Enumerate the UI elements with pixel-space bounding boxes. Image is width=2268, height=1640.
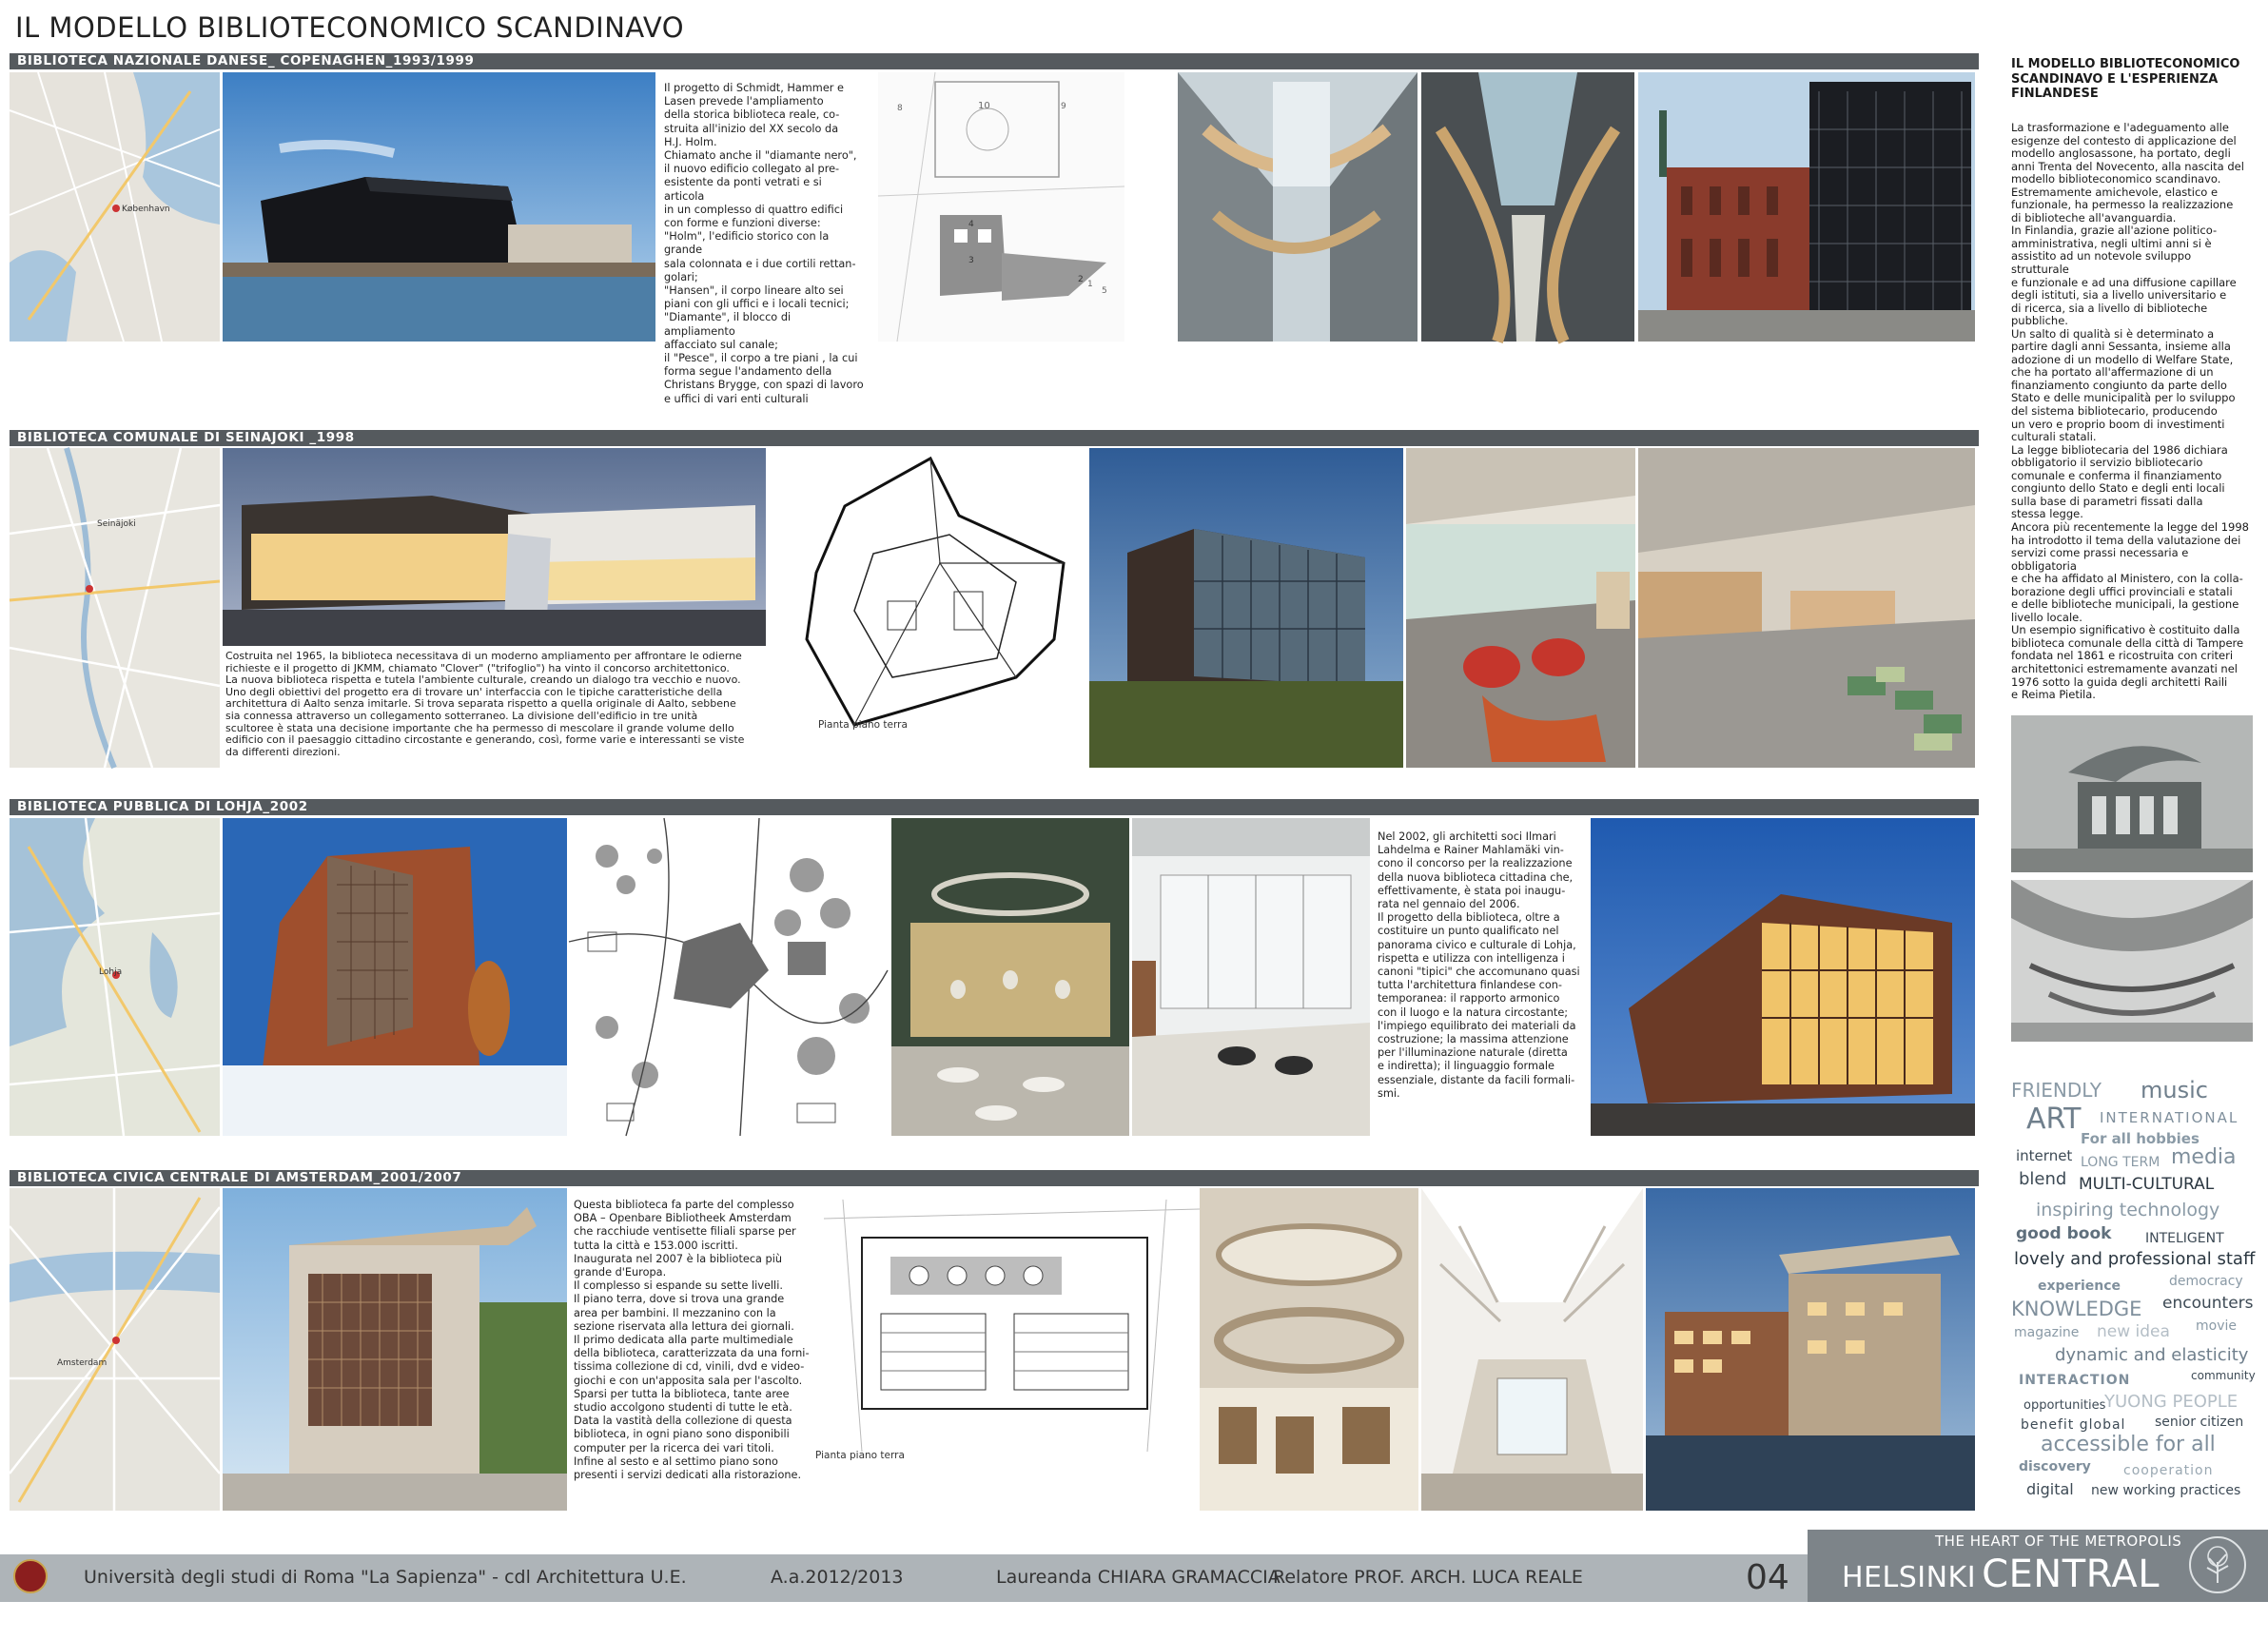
word-cloud-item: INTERACTION xyxy=(2019,1373,2131,1388)
photo-tampere-exterior xyxy=(2011,715,2253,872)
floor-plan-amsterdam xyxy=(824,1200,1200,1452)
site-plan-lohja xyxy=(569,818,888,1136)
word-cloud-item: discovery xyxy=(2019,1459,2091,1474)
word-cloud-item: community xyxy=(2191,1369,2256,1382)
university-seal-icon xyxy=(13,1559,48,1593)
word-cloud-item: experience xyxy=(2038,1279,2121,1294)
section-heading-copenhagen: BIBLIOTECA NAZIONALE DANESE_ COPENAGHEN_1993/1999 xyxy=(10,53,1979,69)
word-cloud-item: YUONG PEOPLE xyxy=(2104,1392,2239,1412)
word-cloud-item: dynamic and elasticity xyxy=(2055,1345,2249,1365)
word-cloud-item: encounters xyxy=(2162,1294,2254,1313)
svg-text:2: 2 xyxy=(1078,275,1084,284)
page-title: IL MODELLO BIBLIOTECONOMICO SCANDINAVO xyxy=(15,11,685,44)
word-cloud-item: cooperation xyxy=(2123,1463,2214,1478)
map-lohja xyxy=(10,818,220,1136)
tree-logo-icon xyxy=(2188,1535,2247,1594)
footer-university: Università degli studi di Roma "La Sapienza" - cdl Architettura U.E. xyxy=(84,1567,687,1588)
word-cloud-item: benefit global xyxy=(2021,1417,2126,1433)
brand-name-small: HELSINKI xyxy=(1842,1561,1977,1594)
caption-amsterdam-plan: Pianta piano terra xyxy=(815,1450,905,1461)
brand-tagline: THE HEART OF THE METROPOLIS xyxy=(1935,1533,2182,1550)
photo-lohja-dusk xyxy=(1591,818,1975,1136)
page-number: 04 xyxy=(1746,1558,1789,1597)
svg-text:Seinäjoki: Seinäjoki xyxy=(97,519,136,529)
word-cloud-item: movie xyxy=(2196,1318,2237,1334)
photo-amsterdam-interior-2 xyxy=(1421,1188,1643,1511)
word-cloud-item: democracy xyxy=(2169,1274,2243,1289)
brand-name-large: CENTRAL LIBRARY xyxy=(1842,1552,2160,1640)
word-cloud-item: MULTI-CULTURAL xyxy=(2079,1175,2215,1194)
photo-black-diamond xyxy=(223,72,655,342)
photo-exterior-old-new xyxy=(1638,72,1975,342)
map-copenhagen xyxy=(10,72,220,342)
svg-text:3: 3 xyxy=(968,256,974,265)
word-cloud-item: good book xyxy=(2016,1224,2112,1243)
footer-student: Laureanda CHIARA GRAMACCIA xyxy=(996,1567,1281,1588)
word-cloud-item: blend xyxy=(2019,1169,2067,1189)
word-cloud-item: new idea xyxy=(2097,1322,2170,1341)
section-text-amsterdam: Questa biblioteca fa parte del complesso OBA – Openbare Bibliotheek Amsterdam che racchiude ventisette filiali sparse per tutta la città e 153.000 iscritti. Inaugurata nel 2007 è la biblioteca più grande d'Europa. Il complesso si espande su sette livelli. Il piano terra, dove si trova una grande area per bambini. Il mezzanino con la sezione riservata alla lettura dei giornali. Il primo dedicata alla parte multimediale della biblioteca, caratterizzata da una forni- tissima collezione di cd, vinili, dvd e video- giochi e con un'apposita sala per l'ascolto. Sparsi per tutta la biblioteca, tante aree studio accolgono studenti di tutte le età. Data la vastità della collezione di questa biblioteca, in ogni piano sono disponibili computer per la ricerca dei vari titoli. Infine al sesto e al settimo piano sono presenti i servizi dedicati alla ristorazione. xyxy=(574,1199,810,1482)
caption-seinajoki-plan: Pianta piano terra xyxy=(818,719,908,731)
map-seinajoki xyxy=(10,448,220,768)
photo-atrium-2 xyxy=(1421,72,1634,342)
photo-lohja-interior-1 xyxy=(891,818,1129,1136)
footer-advisor: Relatore PROF. ARCH. LUCA REALE xyxy=(1273,1567,1583,1588)
word-cloud-item: music xyxy=(2141,1077,2208,1103)
word-cloud-item: opportunities xyxy=(2024,1398,2106,1413)
word-cloud-item: ART xyxy=(2026,1103,2082,1136)
svg-text:Lohja: Lohja xyxy=(99,967,123,977)
word-cloud-item: lovely and professional staff xyxy=(2014,1249,2256,1269)
photo-clover-night xyxy=(223,448,766,646)
photo-lohja-interior-2 xyxy=(1132,818,1370,1136)
photo-atrium-1 xyxy=(1178,72,1418,342)
section-text-copenhagen: Il progetto di Schmidt, Hammer e Lasen prevede l'ampliamento della storica biblioteca reale, co- struita all'inizio del XX secolo da H.J. Holm. Chiamato anche il "diamante nero", il nuovo edificio collegato al pre- esistente da ponti vetrati e si articola in un complesso di quattro edifici con forme e funzioni diverse: "Holm", l'edificio storico con la grande sala colonnata e i due cortili rettan- golari; "Hansen", il corpo lineare alto sei piani con gli uffici e i locali tecnici; "Diamante", il blocco di ampliamento affacciato sul canale; il "Pesce", il corpo a tre piani , la cui forma segue l'andamento della Christans Brygge, con spazi di lavoro e uffici di vari enti culturali xyxy=(664,82,864,405)
word-cloud-item: INTERNATIONAL xyxy=(2100,1109,2239,1126)
map-amsterdam xyxy=(10,1188,220,1511)
sidebar-text: La trasformazione e l'adeguamento alle esigenze del contesto di applicazione del modello anglosassone, ha portato, degli anni Trenta del Novecento, alla nascita del modello biblioteconomico scandinavo. Estremamente amichevole, elastico e funzionale, ha permesso la realizzazione di biblioteche all'avanguardia. In Finlandia, grazie all'azione politico- amministrativa, negli ultimi anni si è assistito ad un notevole sviluppo strutturale e funzionale e ad una diffusione capillare degli istituti, sia a livello universitario e di ricerca, sia a livello di biblioteche pubbliche. Un salto di qualità si è determinato a partire dagli anni Sessanta, insieme alla adozione di un modello di Welfare State, che ha portato all'affermazione di un finanziamento congiunto da parte dello Stato e delle municipalità per lo sviluppo del sistema bibliotecario, producendo un vero e proprio boom di investimenti culturali statali. La legge bibliotecaria del 1986 dichiara obbligatorio il servizio bibliotecario comunale e conferma il finanziamento congiunto dello Stato e degli enti locali sulla base di parametri fissati dalla stessa legge. Ancora più recentemente la legge del 1998 ha introdotto il tema della valutazione dei servizi come prassi necessaria e obbligatoria e che ha affidato al Ministero, con la colla- borazione degli uffici provinciali e statali e delle biblioteche municipali, la gestione livello locale. Un esempio significativo è costituito dalla biblioteca comunale della città di Tampere fondata nel 1861 e ricostruita con criteri architettonici estremamente avanzati nel 1976 sotto la guida degli architetti Raili e Reima Pietila. xyxy=(2011,121,2250,702)
svg-text:Amsterdam: Amsterdam xyxy=(57,1358,108,1368)
photo-seinajoki-interior-hall xyxy=(1638,448,1975,768)
section-heading-seinajoki: BIBLIOTECA COMUNALE DI SEINAJOKI _1998 xyxy=(10,430,1979,446)
word-cloud-item: accessible for all xyxy=(2041,1433,2216,1456)
word-cloud-item: inspiring technology xyxy=(2036,1200,2220,1220)
svg-text:5: 5 xyxy=(1102,286,1107,296)
photo-amsterdam-exterior xyxy=(223,1188,567,1511)
word-cloud-item: LONG TERM xyxy=(2081,1155,2160,1170)
word-cloud-item: INTELIGENT xyxy=(2145,1231,2224,1246)
svg-text:4: 4 xyxy=(968,220,974,229)
svg-text:1: 1 xyxy=(1087,280,1093,289)
photo-seinajoki-exterior xyxy=(1089,448,1403,768)
footer-year: A.a.2012/2013 xyxy=(771,1567,904,1588)
svg-text:8: 8 xyxy=(897,104,903,113)
word-cloud-item: senior citizen xyxy=(2155,1415,2244,1430)
sidebar-title: IL MODELLO BIBLIOTECONOMICO SCANDINAVO E L'ESPERIENZA FINLANDESE xyxy=(2011,57,2240,101)
section-heading-amsterdam: BIBLIOTECA CIVICA CENTRALE DI AMSTERDAM_2001/2007 xyxy=(10,1170,1979,1186)
photo-seinajoki-interior-chairs xyxy=(1406,448,1635,768)
photo-lohja-exterior xyxy=(223,818,567,1136)
word-cloud-item: FRIENDLY xyxy=(2011,1079,2102,1102)
section-text-seinajoki: Costruita nel 1965, la biblioteca necessitava di un moderno ampliamento per affrontare le odierne richieste e il progetto di JKMM, chiamato "Clover" ("trifoglio") ha vinto il concorso architettonico. La nuova biblioteca rispetta e tutela l'ambiente culturale, creando un dialogo tra vecchio e nuovo. Uno degli obiettivi del progetto era di trovare un' interfaccia con le tipiche caratteristiche della architettura di Aalto senza imitarle. Si trova separata rispetto a quella originale di Aalto, sebbene sia connessa attraverso un collegamento sotterraneo. La divisione dell'edificio in tre unità scultoree è stata una decisione importante che ha permesso di mescolare il grande volume dello edificio con il paesaggio cittadino circostante e generando, così, forme varie e interessanti se viste da differenti direzioni. xyxy=(225,650,745,758)
word-cloud-item: internet xyxy=(2016,1147,2073,1164)
svg-text:9: 9 xyxy=(1061,102,1066,111)
section-heading-lohja: BIBLIOTECA PUBBLICA DI LOHJA_2002 xyxy=(10,799,1979,815)
word-cloud-item: magazine xyxy=(2014,1325,2080,1340)
svg-text:10: 10 xyxy=(978,101,990,111)
word-cloud-item: new working practices xyxy=(2091,1483,2241,1498)
word-cloud-item: digital xyxy=(2026,1480,2074,1498)
photo-amsterdam-interior-1 xyxy=(1200,1188,1418,1511)
map-label: København xyxy=(122,205,170,214)
word-cloud-item: For all hobbies xyxy=(2081,1130,2200,1147)
floor-plan-copenhagen xyxy=(878,72,1124,342)
photo-tampere-interior xyxy=(2011,880,2253,1042)
section-text-lohja: Nel 2002, gli architetti soci Ilmari Lahdelma e Rainer Mahlamäki vin- cono il concorso per la realizzazione della nuova biblioteca cittadina che, effettivamente, è stata poi inaugu- rata nel gennaio del 2006. Il progetto della biblioteca, oltre a costituire un punto qualificato nel panorama civico e culturale di Lohja, rispetta e utilizza con intelligenza i canoni "tipici" che accomunano quasi tutta l'architettura finlandese con- temporanea: il rapporto armonico con il luogo e la natura circostante; l'impiego equilibrato dei materiali da costruzione; la massima attenzione per l'illuminazione naturale (diretta e indiretta); il linguaggio formale essenziale, distante da facili formali- smi. xyxy=(1378,830,1580,1100)
photo-amsterdam-waterfront xyxy=(1646,1188,1975,1511)
word-cloud-item: KNOWLEDGE xyxy=(2011,1298,2142,1320)
word-cloud-item: media xyxy=(2171,1145,2237,1169)
